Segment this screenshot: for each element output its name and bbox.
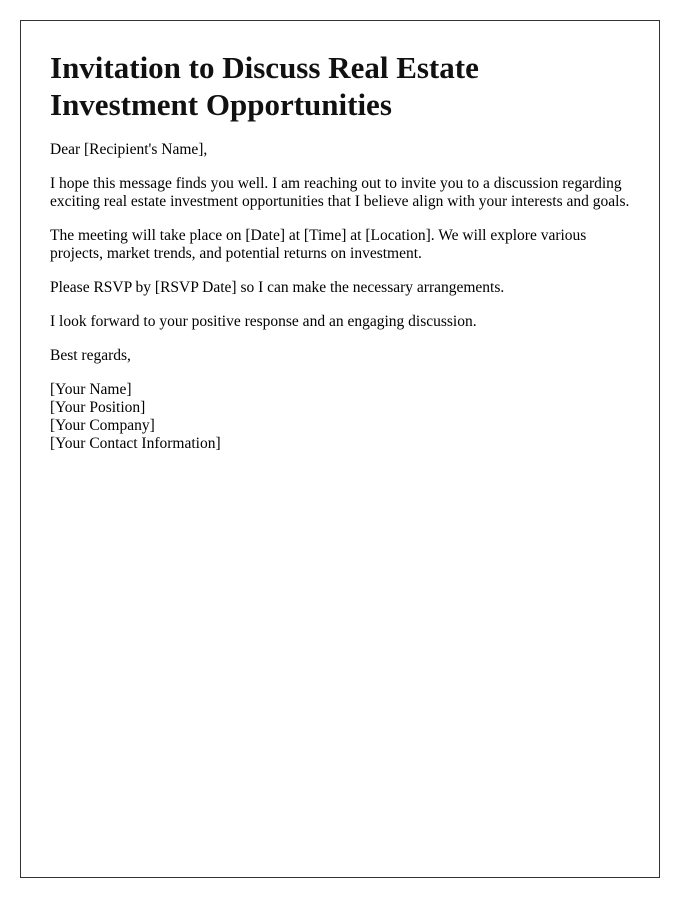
signature-position: [Your Position] bbox=[50, 399, 146, 416]
signature-contact: [Your Contact Information] bbox=[50, 435, 221, 452]
signature-company: [Your Company] bbox=[50, 417, 155, 434]
signature-name: [Your Name] bbox=[50, 381, 132, 398]
paragraph-closing-remark: I look forward to your positive response and an engaging discussion. bbox=[50, 313, 477, 330]
closing: Best regards, bbox=[50, 347, 131, 364]
signature-block bbox=[50, 381, 630, 453]
paragraph-rsvp: Please RSVP by [RSVP Date] so I can make the necessary arrangements. bbox=[50, 279, 505, 296]
paragraph-meeting-details: The meeting will take place on [Date] at [Time] at [Location]. We will explore various projects, market trends, and potential returns on investment. bbox=[50, 227, 587, 262]
letter-title: Invitation to Discuss Real Estate Investment Opportunities bbox=[50, 50, 479, 122]
letter-page bbox=[20, 20, 660, 878]
letter-content bbox=[50, 49, 630, 453]
salutation: Dear [Recipient's Name], bbox=[50, 141, 208, 158]
paragraph-intro: I hope this message finds you well. I am reaching out to invite you to a discussion regarding exciting real estate investment opportunities that I believe align with your interests and goals. bbox=[50, 175, 630, 210]
